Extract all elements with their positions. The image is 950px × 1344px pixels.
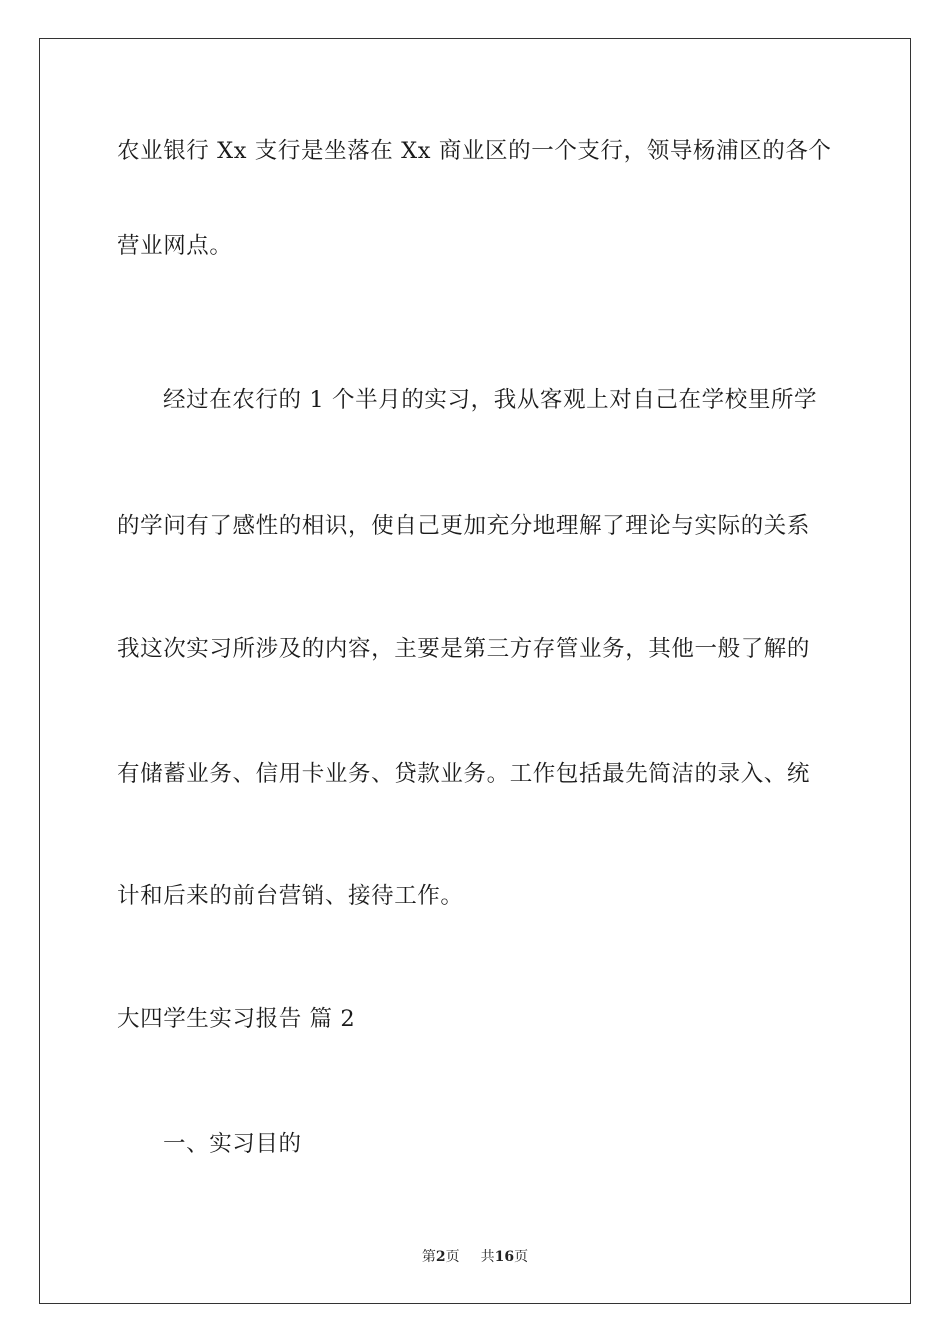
paragraph-line-1: 农业银行 Xx 支行是坐落在 Xx 商业区的一个支行，领导杨浦区的各个	[117, 138, 832, 164]
paragraph-line-2: 营业网点。	[117, 233, 233, 259]
page-footer	[0, 1248, 950, 1266]
subsection-heading: 一、实习目的	[163, 1131, 302, 1157]
section-heading: 大四学生实习报告 篇 2	[117, 1006, 356, 1032]
footer-total-suffix: 页	[514, 1249, 529, 1265]
footer-total-prefix: 共	[480, 1249, 495, 1265]
page-border	[39, 38, 911, 1304]
paragraph-line-7: 计和后来的前台营销、接待工作。	[117, 883, 464, 909]
paragraph-line-5: 我这次实习所涉及的内容，主要是第三方存管业务，其他一般了解的	[117, 636, 811, 662]
paragraph-line-6: 有储蓄业务、信用卡业务、贷款业务。工作包括最先简洁的录入、统	[117, 761, 811, 787]
footer-page-prefix: 第	[421, 1249, 436, 1265]
footer-total-pages: 16	[494, 1249, 515, 1265]
footer-page-number: 2	[435, 1249, 446, 1265]
paragraph-line-4: 的学问有了感性的相识，使自己更加充分地理解了理论与实际的关系	[117, 513, 811, 539]
paragraph-line-3: 经过在农行的 1 个半月的实习，我从客观上对自己在学校里所学	[163, 387, 818, 413]
footer-page-suffix: 页	[445, 1249, 460, 1265]
